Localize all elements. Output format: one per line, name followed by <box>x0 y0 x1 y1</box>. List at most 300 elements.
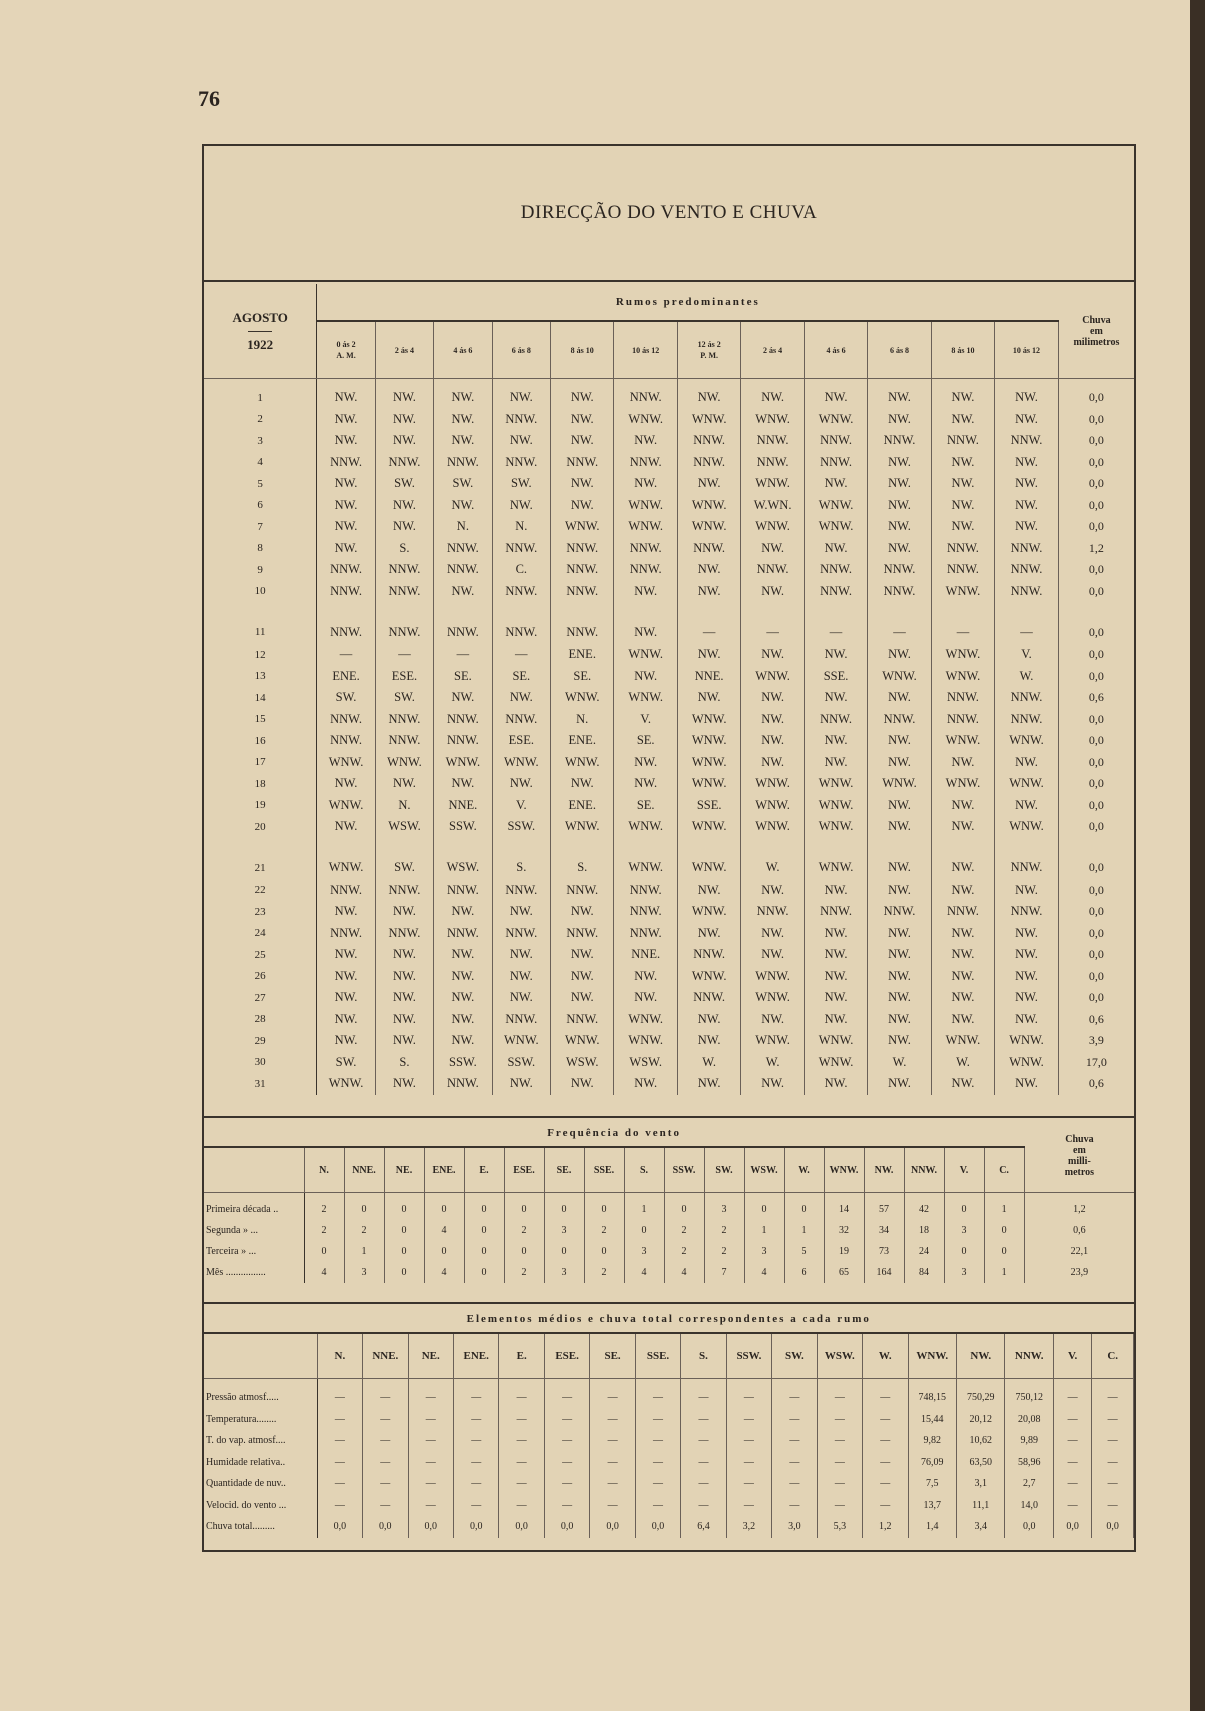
rain-cell: 0,6 <box>1073 1225 1086 1236</box>
direction-cell: C. <box>492 559 550 581</box>
direction-cell: NW. <box>375 944 433 966</box>
element-cell: — <box>726 1452 771 1474</box>
direction-cell: NW. <box>868 495 931 517</box>
element-cell: — <box>1092 1495 1134 1517</box>
element-cell: 0,0 <box>363 1516 408 1538</box>
day-cell: 27 <box>204 987 317 1009</box>
direction-cell: WNW. <box>677 730 740 752</box>
direction-header: NNE. <box>363 1333 408 1379</box>
direction-cell: NW. <box>375 987 433 1009</box>
direction-cell: NW. <box>317 473 375 495</box>
rain-cell: 0,0 <box>1088 947 1104 962</box>
hour-range: 0 ás 2 <box>336 340 356 349</box>
direction-cell: WNW. <box>677 752 740 774</box>
direction-cell: NNW. <box>317 730 375 752</box>
direction-cell: NNW. <box>434 923 492 945</box>
direction-cell: NW. <box>868 1009 931 1031</box>
direction-cell: NW. <box>375 1009 433 1031</box>
frequency-cell: 4 <box>744 1262 784 1283</box>
element-cell: — <box>453 1430 498 1452</box>
element-cell: 11,1 <box>957 1495 1005 1517</box>
frequency-cell: 1 <box>984 1262 1024 1283</box>
direction-cell: NW. <box>931 923 994 945</box>
direction-cell: WNW. <box>741 773 804 795</box>
direction-cell: NW. <box>492 966 550 988</box>
direction-cell: SW. <box>317 687 375 709</box>
direction-cell: NW. <box>741 581 804 603</box>
direction-cell: NNW. <box>868 709 931 731</box>
frequency-cell: 65 <box>824 1262 864 1283</box>
frequency-cell: 0 <box>464 1262 504 1283</box>
element-cell: — <box>681 1452 726 1474</box>
direction-cell: NW. <box>375 966 433 988</box>
direction-cell: WSW. <box>614 1052 677 1074</box>
direction-cell: S. <box>492 856 550 880</box>
direction-cell: — <box>804 620 867 644</box>
frequency-cell: 4 <box>304 1262 344 1283</box>
table-row <box>204 1009 1134 1031</box>
row-label: Humidade relativa.. <box>204 1452 317 1474</box>
frequency-cell: 3 <box>744 1241 784 1262</box>
direction-cell: NW. <box>931 495 994 517</box>
direction-cell: NNW. <box>434 452 492 474</box>
element-cell: — <box>590 1495 635 1517</box>
element-cell: — <box>590 1409 635 1431</box>
direction-cell: NW. <box>868 816 931 838</box>
table-row <box>204 987 1134 1009</box>
direction-cell: NNW. <box>804 901 867 923</box>
day-cell: 10 <box>204 581 317 603</box>
direction-cell: NW. <box>868 795 931 817</box>
element-cell: — <box>817 1495 862 1517</box>
element-cell: 20,08 <box>1005 1409 1053 1431</box>
direction-cell: NW. <box>614 752 677 774</box>
direction-header: ESE. <box>504 1147 544 1193</box>
rain-cell: 23,9 <box>1070 1267 1089 1278</box>
element-cell: 1,2 <box>863 1516 908 1538</box>
direction-cell: WNW. <box>741 409 804 431</box>
direction-cell: NW. <box>741 1009 804 1031</box>
direction-cell: NW. <box>804 1009 867 1031</box>
direction-cell: NW. <box>804 880 867 902</box>
frequency-cell: 2 <box>584 1220 624 1241</box>
spacer-cell <box>677 602 740 620</box>
table-row <box>204 1473 1134 1495</box>
hour-range: 8 ás 10 <box>570 345 594 355</box>
element-cell: — <box>363 1452 408 1474</box>
hour-period: A. M. <box>336 351 356 360</box>
direction-header: NNE. <box>344 1147 384 1193</box>
direction-cell: NNW. <box>375 559 433 581</box>
direction-cell: NW. <box>375 1030 433 1052</box>
direction-cell: NNW. <box>741 430 804 452</box>
element-cell: 9,89 <box>1005 1430 1053 1452</box>
frequency-cell: 0 <box>664 1193 704 1221</box>
direction-cell: N. <box>375 795 433 817</box>
day-cell: 12 <box>204 644 317 666</box>
rain-cell: 0,0 <box>1088 411 1104 426</box>
spacer-cell <box>868 602 931 620</box>
element-cell: — <box>726 1495 771 1517</box>
direction-cell: W. <box>931 1052 994 1074</box>
direction-cell: WNW. <box>995 1030 1059 1052</box>
spacer-cell <box>741 838 804 856</box>
element-cell: 10,62 <box>957 1430 1005 1452</box>
day-cell: 15 <box>204 709 317 731</box>
rain-cell: 0,0 <box>1088 754 1104 769</box>
direction-header: C. <box>984 1147 1024 1193</box>
frequency-cell: 0 <box>424 1193 464 1221</box>
direction-cell: NNW. <box>551 538 614 560</box>
element-cell: — <box>681 1473 726 1495</box>
rain-cell: 0,0 <box>1088 925 1104 940</box>
table-row <box>204 620 1134 644</box>
element-cell: 0,0 <box>453 1516 498 1538</box>
direction-cell: NW. <box>434 687 492 709</box>
rain-cell: 0,0 <box>1088 860 1104 874</box>
table-row <box>204 966 1134 988</box>
frequency-cell: 2 <box>504 1220 544 1241</box>
rain-cell: 17,0 <box>1085 1054 1107 1069</box>
direction-cell: NNE. <box>614 944 677 966</box>
direction-cell: NW. <box>741 687 804 709</box>
element-cell: — <box>863 1409 908 1431</box>
element-cell: — <box>544 1452 589 1474</box>
spacer-cell <box>931 838 994 856</box>
element-cell: — <box>317 1452 362 1474</box>
direction-cell: NW. <box>614 581 677 603</box>
frequency-cell: 0 <box>304 1241 344 1262</box>
direction-cell: WNW. <box>317 795 375 817</box>
day-cell: 17 <box>204 752 317 774</box>
direction-cell: WNW. <box>551 752 614 774</box>
direction-cell: WNW. <box>614 409 677 431</box>
frequency-cell: 1 <box>784 1220 824 1241</box>
year-label: 1922 <box>247 336 274 352</box>
direction-cell: NNW. <box>868 430 931 452</box>
direction-cell: NW. <box>995 473 1059 495</box>
rain-header <box>1024 1120 1134 1193</box>
direction-cell: NNW. <box>492 880 550 902</box>
book-edge <box>1190 0 1205 1711</box>
direction-header: E. <box>464 1147 504 1193</box>
direction-cell: NW. <box>931 856 994 880</box>
rain-cell: 0,0 <box>1088 454 1104 469</box>
element-cell: 0,0 <box>544 1516 589 1538</box>
direction-cell: NW. <box>995 1009 1059 1031</box>
rain-cell: 0,0 <box>1088 519 1104 534</box>
direction-cell: SSE. <box>804 666 867 688</box>
direction-cell: ESE. <box>375 666 433 688</box>
spacer-cell <box>317 602 375 620</box>
direction-cell: NNW. <box>317 620 375 644</box>
day-cell: 2 <box>204 409 317 431</box>
direction-cell: NNW. <box>375 581 433 603</box>
direction-cell: NW. <box>804 538 867 560</box>
direction-cell: NW. <box>868 1030 931 1052</box>
rain-cell: 0,0 <box>1088 562 1104 577</box>
direction-cell: NW. <box>614 987 677 1009</box>
element-cell: — <box>863 1430 908 1452</box>
direction-cell: NW. <box>434 581 492 603</box>
table-frame <box>202 144 1136 1552</box>
row-label: Velocid. do vento ... <box>204 1495 317 1517</box>
direction-cell: SSW. <box>492 1052 550 1074</box>
direction-cell: NW. <box>868 987 931 1009</box>
element-cell: — <box>863 1473 908 1495</box>
rain-header-line: em <box>1073 1145 1086 1156</box>
element-cell: — <box>863 1495 908 1517</box>
element-cell: — <box>544 1409 589 1431</box>
spacer-cell <box>434 838 492 856</box>
frequency-cell: 1 <box>344 1241 384 1262</box>
direction-cell: NW. <box>931 452 994 474</box>
direction-cell: NNW. <box>995 538 1059 560</box>
direction-cell: NW. <box>551 944 614 966</box>
element-cell: — <box>317 1430 362 1452</box>
row-label: Quantidade de nuv.. <box>204 1473 317 1495</box>
element-cell: — <box>772 1452 817 1474</box>
direction-cell: NW. <box>434 409 492 431</box>
direction-cell: NNW. <box>677 944 740 966</box>
direction-cell: NW. <box>868 687 931 709</box>
direction-header: E. <box>499 1333 544 1379</box>
rain-cell: 1,2 <box>1073 1204 1086 1215</box>
frequency-cell: 0 <box>464 1220 504 1241</box>
frequency-cell: 0 <box>504 1241 544 1262</box>
direction-cell: — <box>868 620 931 644</box>
rain-cell: 3,9 <box>1088 1033 1104 1048</box>
element-cell: — <box>499 1409 544 1431</box>
direction-cell: WNW. <box>741 473 804 495</box>
frequency-cell: 0 <box>384 1241 424 1262</box>
element-cell: 0,0 <box>590 1516 635 1538</box>
direction-cell: NW. <box>317 816 375 838</box>
element-cell: 2,7 <box>1005 1473 1053 1495</box>
direction-cell: V. <box>492 795 550 817</box>
direction-cell: WNW. <box>931 644 994 666</box>
frequency-cell: 3 <box>544 1262 584 1283</box>
day-cell: 29 <box>204 1030 317 1052</box>
direction-cell: NNW. <box>492 409 550 431</box>
direction-cell: NNW. <box>434 730 492 752</box>
direction-cell: NW. <box>931 1073 994 1095</box>
spacer-row <box>204 838 1134 856</box>
direction-cell: WNW. <box>741 795 804 817</box>
row-label: Segunda » ... <box>204 1220 304 1241</box>
month-header <box>204 284 317 379</box>
direction-cell: NW. <box>317 538 375 560</box>
direction-cell: NNW. <box>931 430 994 452</box>
direction-header: SW. <box>772 1333 817 1379</box>
direction-cell: NW. <box>741 880 804 902</box>
frequency-cell: 0 <box>584 1241 624 1262</box>
direction-cell: NNW. <box>614 923 677 945</box>
spacer-cell <box>931 602 994 620</box>
day-cell: 4 <box>204 452 317 474</box>
direction-cell: NW. <box>931 379 994 409</box>
direction-cell: NW. <box>614 773 677 795</box>
element-cell: — <box>1053 1430 1091 1452</box>
element-cell: — <box>590 1430 635 1452</box>
rain-cell: 1,2 <box>1088 540 1104 555</box>
direction-cell: NNW. <box>995 559 1059 581</box>
direction-header: N. <box>304 1147 344 1193</box>
direction-cell: NW. <box>317 901 375 923</box>
element-cell: 0,0 <box>1005 1516 1053 1538</box>
direction-cell: NW. <box>375 1073 433 1095</box>
direction-header: WNW. <box>824 1147 864 1193</box>
direction-cell: WNW. <box>804 495 867 517</box>
direction-cell: NW. <box>434 379 492 409</box>
direction-cell: SE. <box>492 666 550 688</box>
row-label: Temperatura........ <box>204 1409 317 1431</box>
day-cell: 25 <box>204 944 317 966</box>
direction-cell: NNW. <box>551 559 614 581</box>
direction-cell: S. <box>375 1052 433 1074</box>
element-cell: — <box>453 1409 498 1431</box>
direction-header: NE. <box>384 1147 424 1193</box>
direction-cell: WSW. <box>375 816 433 838</box>
direction-cell: WNW. <box>677 709 740 731</box>
direction-cell: — <box>317 644 375 666</box>
hour-header <box>741 321 804 379</box>
direction-cell: ENE. <box>551 795 614 817</box>
direction-cell: NNW. <box>995 856 1059 880</box>
direction-cell: — <box>995 620 1059 644</box>
spacer-cell <box>614 838 677 856</box>
direction-cell: WNW. <box>804 816 867 838</box>
spacer-cell <box>551 838 614 856</box>
day-cell: 14 <box>204 687 317 709</box>
frequency-cell: 2 <box>664 1241 704 1262</box>
table-row <box>204 795 1134 817</box>
direction-cell: WNW. <box>614 856 677 880</box>
element-cell: 0,0 <box>317 1516 362 1538</box>
direction-cell: NNW. <box>614 379 677 409</box>
day-cell: 13 <box>204 666 317 688</box>
element-cell: — <box>681 1495 726 1517</box>
element-cell: — <box>817 1409 862 1431</box>
direction-cell: WNW. <box>677 901 740 923</box>
direction-cell: N. <box>434 516 492 538</box>
element-cell: — <box>408 1409 453 1431</box>
direction-cell: NNW. <box>931 901 994 923</box>
element-cell: — <box>408 1430 453 1452</box>
direction-cell: NW. <box>317 1009 375 1031</box>
direction-cell: NW. <box>677 644 740 666</box>
spacer-cell <box>614 602 677 620</box>
direction-cell: WNW. <box>931 773 994 795</box>
direction-cell: NW. <box>317 430 375 452</box>
direction-cell: NW. <box>614 966 677 988</box>
rain-cell: 0,0 <box>1088 476 1104 491</box>
direction-cell: NW. <box>375 379 433 409</box>
direction-cell: WNW. <box>931 730 994 752</box>
frequency-cell: 32 <box>824 1220 864 1241</box>
element-cell: — <box>363 1495 408 1517</box>
direction-header: NE. <box>408 1333 453 1379</box>
element-cell: — <box>817 1473 862 1495</box>
direction-cell: NNW. <box>317 559 375 581</box>
hour-range: 6 ás 8 <box>889 345 910 355</box>
spacer-cell <box>375 838 433 856</box>
direction-cell: NW. <box>931 1009 994 1031</box>
day-cell: 31 <box>204 1073 317 1095</box>
frequency-cell: 0 <box>944 1193 984 1221</box>
table-row <box>204 944 1134 966</box>
rain-cell: 0,0 <box>1088 776 1104 791</box>
direction-cell: WNW. <box>995 730 1059 752</box>
frequency-cell: 1 <box>624 1193 664 1221</box>
direction-cell: NW. <box>931 987 994 1009</box>
direction-cell: NNW. <box>551 581 614 603</box>
direction-cell: — <box>434 644 492 666</box>
direction-cell: WNW. <box>677 516 740 538</box>
direction-header: WSW. <box>744 1147 784 1193</box>
direction-cell: NNW. <box>931 538 994 560</box>
direction-cell: NW. <box>931 880 994 902</box>
table-row <box>204 1241 1134 1262</box>
element-cell: 750,12 <box>1005 1379 1053 1409</box>
frequency-cell: 4 <box>624 1262 664 1283</box>
direction-cell: NW. <box>434 773 492 795</box>
rain-cell: 0,0 <box>1088 819 1104 834</box>
direction-cell: NW. <box>995 795 1059 817</box>
direction-header: S. <box>624 1147 664 1193</box>
direction-cell: ENE. <box>317 666 375 688</box>
element-cell: — <box>772 1430 817 1452</box>
direction-cell: NW. <box>614 473 677 495</box>
direction-cell: — <box>677 620 740 644</box>
spacer-cell <box>204 602 317 620</box>
table-row <box>204 559 1134 581</box>
direction-cell: — <box>375 644 433 666</box>
table-row <box>204 901 1134 923</box>
element-cell: — <box>726 1379 771 1409</box>
direction-cell: NW. <box>868 730 931 752</box>
table-row <box>204 752 1134 774</box>
element-cell: 0,0 <box>1092 1516 1134 1538</box>
rain-cell: 0,6 <box>1088 1011 1104 1026</box>
direction-cell: NW. <box>931 473 994 495</box>
direction-cell: NNW. <box>551 923 614 945</box>
direction-cell: NNW. <box>804 709 867 731</box>
direction-cell: S. <box>375 538 433 560</box>
direction-cell: W. <box>868 1052 931 1074</box>
direction-cell: NW. <box>375 773 433 795</box>
frequency-cell: 2 <box>504 1262 544 1283</box>
frequency-cell: 1 <box>744 1220 784 1241</box>
element-cell: — <box>408 1473 453 1495</box>
direction-cell: NW. <box>868 379 931 409</box>
hour-header <box>317 321 375 379</box>
direction-cell: NW. <box>804 923 867 945</box>
direction-cell: WNW. <box>931 666 994 688</box>
table-row <box>204 1262 1134 1283</box>
direction-cell: NW. <box>677 581 740 603</box>
direction-cell: NW. <box>677 1030 740 1052</box>
direction-cell: NW. <box>434 944 492 966</box>
direction-cell: NNW. <box>551 620 614 644</box>
frequency-cell: 0 <box>504 1193 544 1221</box>
direction-cell: NNW. <box>804 581 867 603</box>
direction-cell: WNW. <box>931 1030 994 1052</box>
element-cell: 63,50 <box>957 1452 1005 1474</box>
direction-cell: NW. <box>551 773 614 795</box>
rain-cell: 0,0 <box>1088 497 1104 512</box>
table-row <box>204 430 1134 452</box>
